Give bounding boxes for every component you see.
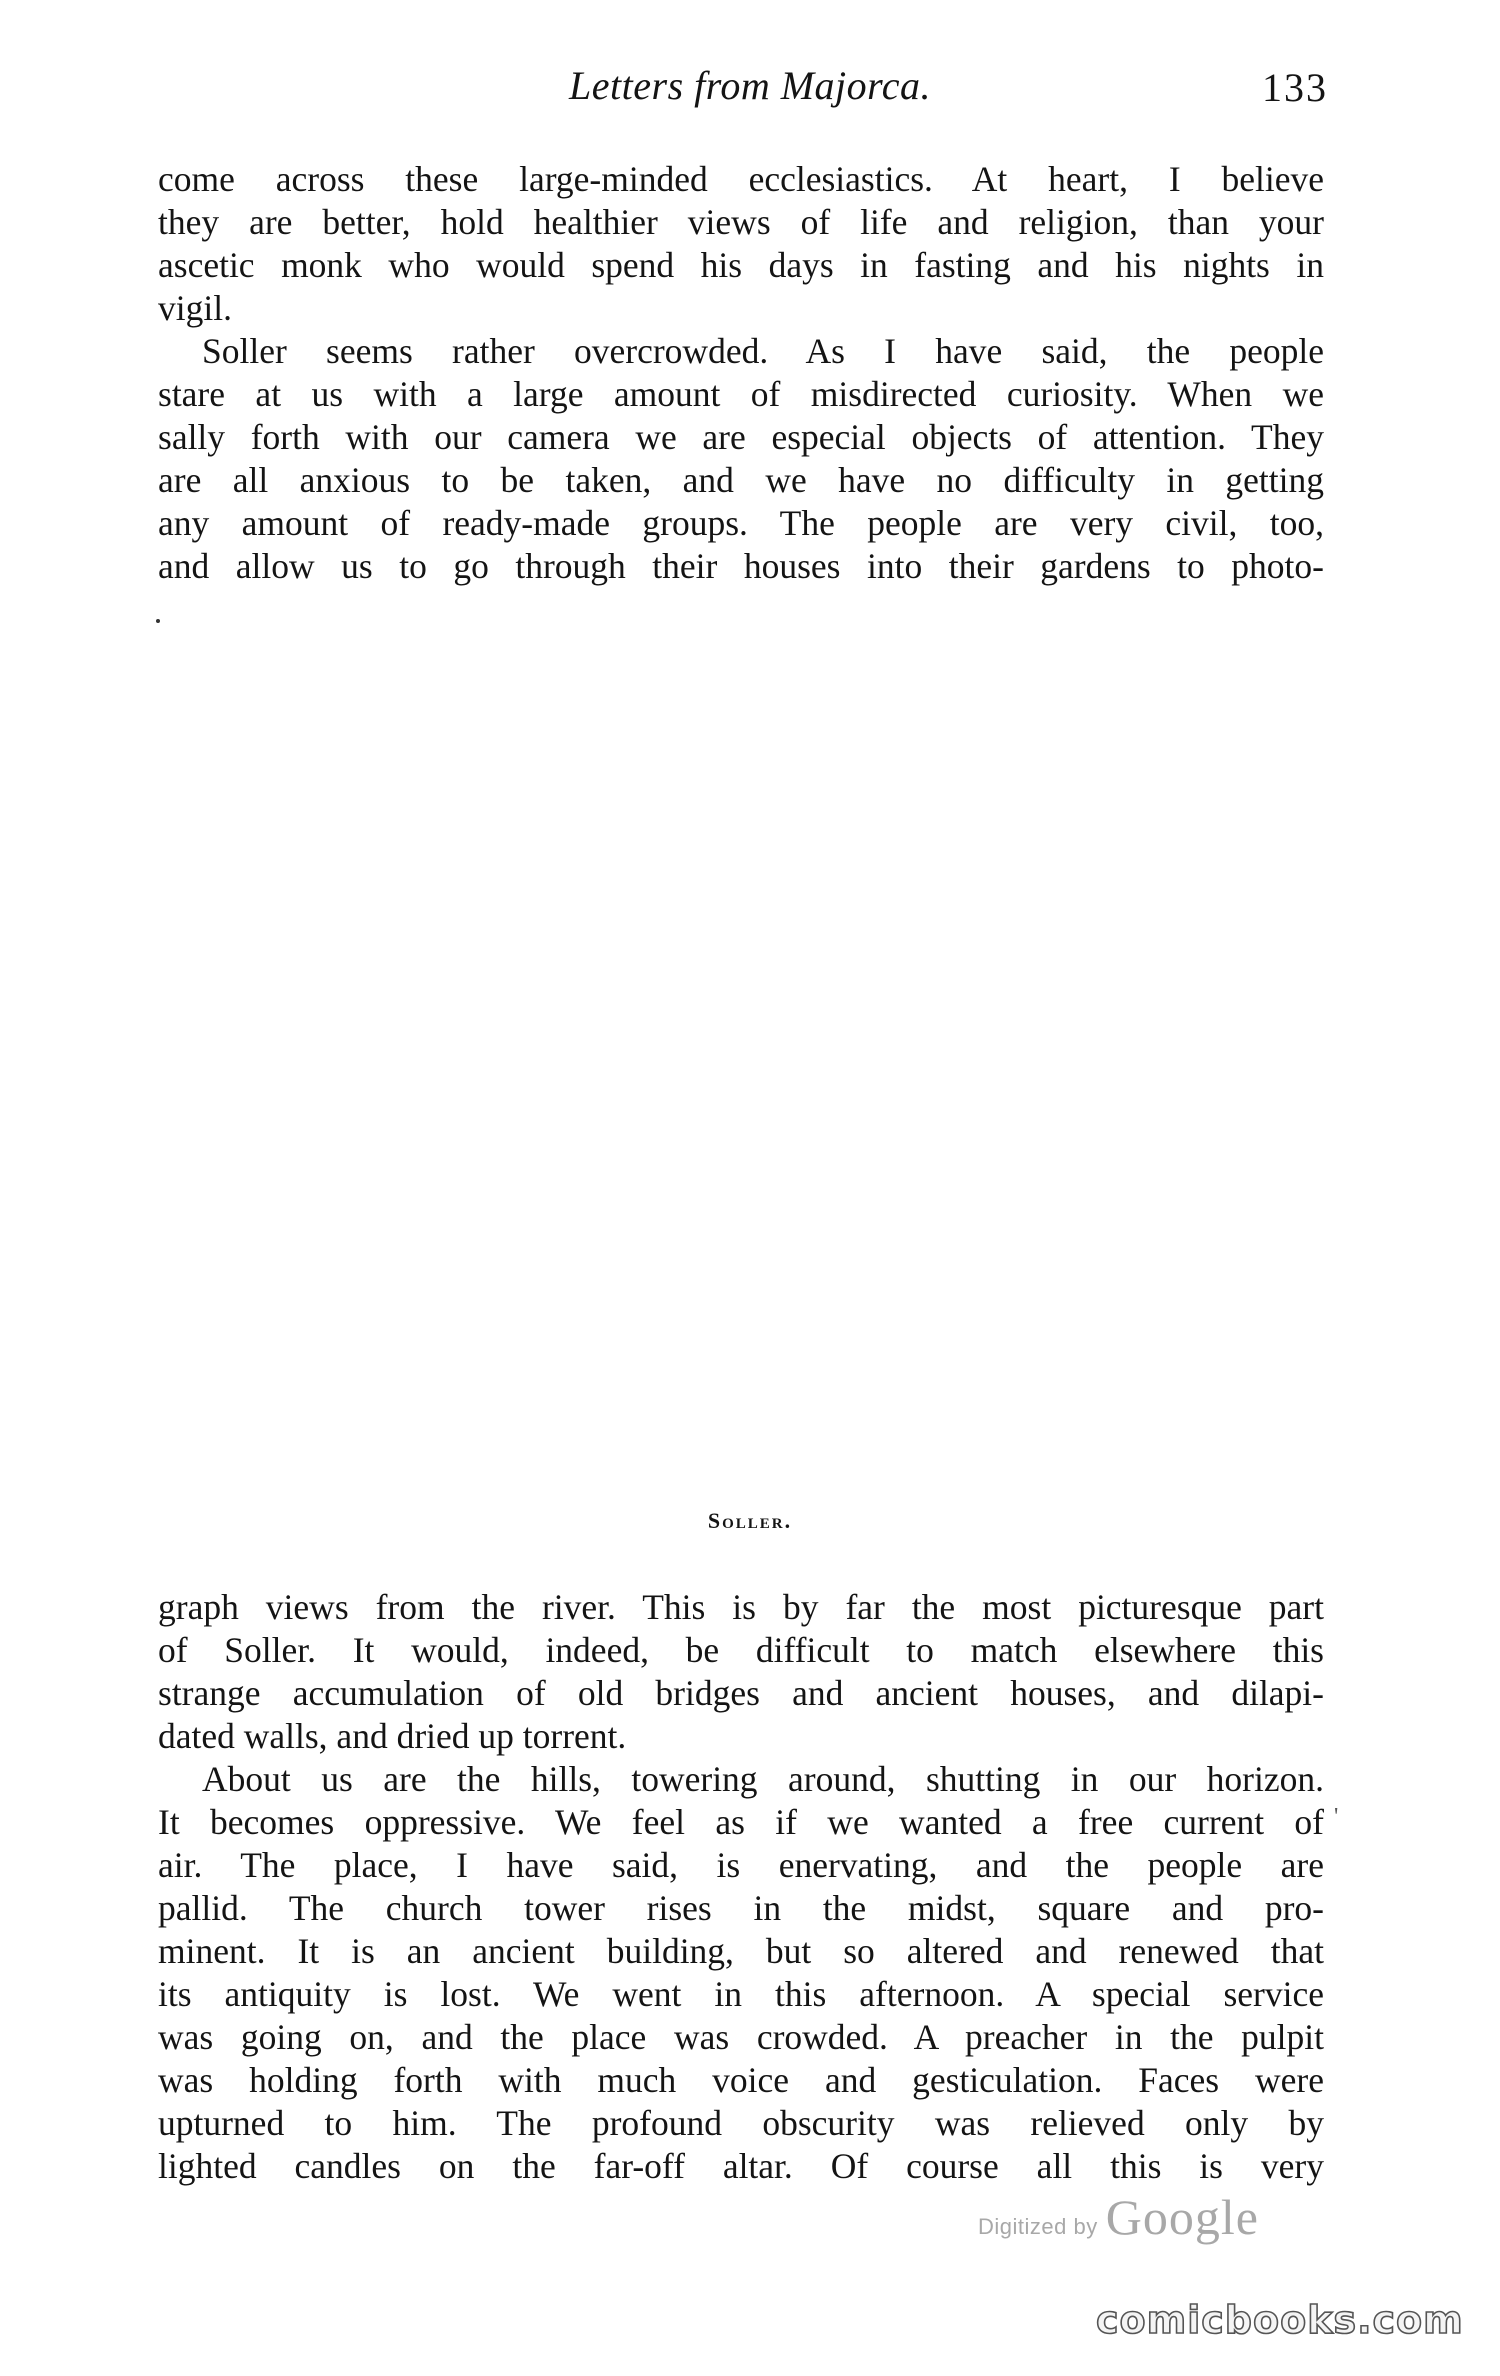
margin-mark: ' bbox=[1334, 1804, 1339, 1830]
text-line: and allow us to go through their houses into their gardens to photo- bbox=[158, 546, 1324, 586]
text-line: strange accumulation of old bridges and ancient houses, and dilapi- bbox=[158, 1673, 1324, 1713]
text-line: stare at us with a large amount of misdirected curiosity. When we bbox=[158, 374, 1324, 414]
text-line: come across these large-minded ecclesiastics. At heart, I believe bbox=[158, 159, 1324, 199]
text-line: dated walls, and dried up torrent. bbox=[158, 1716, 627, 1756]
upper-paragraphs bbox=[158, 158, 1324, 588]
lower-paragraphs bbox=[158, 1586, 1324, 2188]
text-line: sally forth with our camera we are especial objects of attention. They bbox=[158, 417, 1324, 457]
text-line: was going on, and the place was crowded. A preacher in the pulpit bbox=[158, 2017, 1324, 2057]
text-line: graph views from the river. This is by far the most picturesque part bbox=[158, 1587, 1324, 1627]
text-line: of Soller. It would, indeed, be difficult to match elsewhere this bbox=[158, 1630, 1324, 1670]
text-line: upturned to him. The profound obscurity was relieved only by bbox=[158, 2103, 1324, 2143]
text-line: its antiquity is lost. We went in this afternoon. A special service bbox=[158, 1974, 1324, 2014]
text-line: any amount of ready-made groups. The people are very civil, too, bbox=[158, 503, 1324, 543]
text-line: air. The place, I have said, is enervating, and the people are bbox=[158, 1845, 1324, 1885]
text-line: ascetic monk who would spend his days in fasting and his nights in bbox=[158, 245, 1324, 285]
site-watermark: comicbooks.com bbox=[1096, 2298, 1464, 2342]
text-line: About us are the hills, towering around, shutting in our horizon. bbox=[202, 1759, 1324, 1799]
digitized-watermark bbox=[978, 2188, 1259, 2246]
figure-caption: Soller. bbox=[707, 1508, 793, 1533]
text-line: lighted candles on the far-off altar. Of course all this is very bbox=[158, 2146, 1324, 2186]
text-line: they are better, hold healthier views of life and religion, than your bbox=[158, 202, 1324, 242]
text-line: Soller seems rather overcrowded. As I have said, the people bbox=[202, 331, 1324, 371]
digitized-prefix: Digitized by bbox=[978, 2214, 1098, 2239]
text-line: vigil. bbox=[158, 288, 232, 328]
text-line: was holding forth with much voice and gesticulation. Faces were bbox=[158, 2060, 1324, 2100]
google-logo: Google bbox=[1105, 2189, 1259, 2245]
text-line: minent. It is an ancient building, but so altered and renewed that bbox=[158, 1931, 1324, 1971]
page-number: 133 bbox=[1262, 65, 1328, 110]
running-title: Letters from Majorca. bbox=[569, 63, 931, 108]
text-line: are all anxious to be taken, and we have no difficulty in getting bbox=[158, 460, 1324, 500]
text-line: pallid. The church tower rises in the midst, square and pro- bbox=[158, 1888, 1324, 1928]
ink-speck bbox=[156, 619, 160, 623]
text-line: It becomes oppressive. We feel as if we wanted a free current of bbox=[158, 1802, 1324, 1842]
